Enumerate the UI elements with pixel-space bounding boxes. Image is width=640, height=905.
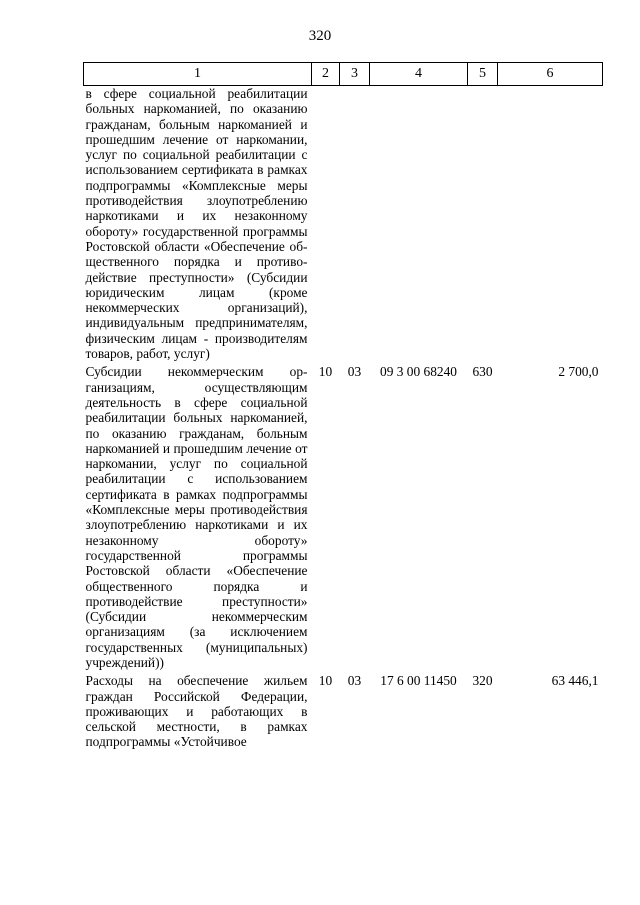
header-col-1: 1 bbox=[84, 63, 312, 86]
row-description: Субсидии некоммерческим организациям, осуществляющим деятельность в сфере социальной реабилитации больных наркоманией, по оказанию гражданам, больным наркоманией и прошедшим лечение от наркомании, услуг по социальной реабилитации с использованием сертификата в рамках подпрограммы «Комплексные меры противодействия злоупотреблению наркотиками и их незаконному обороту» государственной программы Ростовской области «Обеспечение общественного порядка и противодействие преступности» (Субсидии некоммерческим организациям (за исключением государственных (муниципальных) учреждений)) bbox=[85, 364, 308, 670]
row-amount: 63 446,1 bbox=[551, 673, 599, 689]
row-target-article bbox=[370, 86, 468, 365]
row-target-article: 17 6 00 11450 bbox=[380, 673, 457, 689]
header-col-6: 6 bbox=[498, 63, 603, 86]
table-row bbox=[84, 364, 603, 673]
row-amount bbox=[498, 86, 603, 365]
row-description: в сфере социальной реабилитации больных наркоманией, по оказанию гражданам, больным наркоманией и прошедшим лечение от наркомании, услуг по социальной реабилитации с использованием сертификата в рамках подпрограммы «Комплексные меры противодействия злоупотреблению наркотиками и их незаконному обороту» государственной программы Ростовской области «Обеспечение общественного порядка и противодействие преступности» (Субсидии юридическим лицам (кроме некоммерческих организаций), индивидуальным предпринимателям, физическим лицам - производителям товаров, работ, услуг) bbox=[85, 86, 308, 362]
budget-table bbox=[83, 62, 603, 753]
header-col-3: 3 bbox=[340, 63, 370, 86]
table-header-row bbox=[84, 63, 603, 86]
row-expense-type bbox=[468, 86, 498, 365]
row-subsection-code: 03 bbox=[347, 364, 362, 380]
row-section-code: 10 bbox=[318, 673, 333, 689]
row-target-article: 09 3 00 68240 bbox=[380, 364, 457, 380]
header-col-4: 4 bbox=[370, 63, 468, 86]
page-number: 320 bbox=[308, 28, 332, 44]
header-col-5: 5 bbox=[468, 63, 498, 86]
table-row bbox=[84, 673, 603, 752]
row-expense-type: 630 bbox=[472, 364, 493, 380]
table-row bbox=[84, 86, 603, 365]
row-section-code: 10 bbox=[318, 364, 333, 380]
row-subsection-code bbox=[340, 86, 370, 365]
row-description: Расходы на обеспечение жильем граждан Российской Федерации, проживающих и работающих в сельской местности, в рамках подпрограммы «Устойчивое bbox=[85, 673, 308, 750]
row-section-code bbox=[312, 86, 340, 365]
row-subsection-code: 03 bbox=[347, 673, 362, 689]
row-expense-type: 320 bbox=[472, 673, 493, 689]
header-col-2: 2 bbox=[312, 63, 340, 86]
row-amount: 2 700,0 bbox=[558, 364, 599, 380]
